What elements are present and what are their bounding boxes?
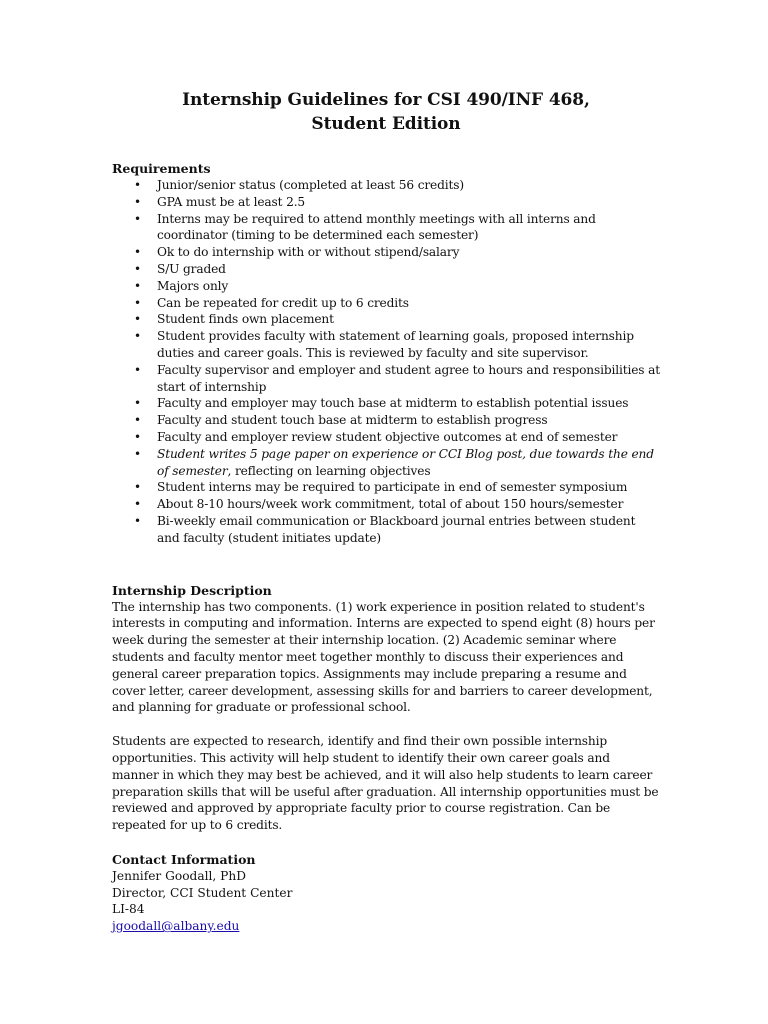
list-item (112, 362, 660, 396)
list-item (112, 446, 660, 480)
list-item-text: Student finds own placement (157, 312, 334, 327)
list-item (112, 278, 660, 295)
list-item (112, 412, 660, 429)
list-item-text: Faculty supervisor and employer and student agree to hours and responsibilities at start of internship (157, 362, 660, 394)
title-line-2: Student Edition (311, 114, 461, 134)
list-item (112, 479, 660, 496)
bullet-icon: • (134, 312, 141, 327)
contact-role: Director, CCI Student Center (112, 885, 293, 900)
list-item-text: S/U graded (157, 261, 226, 276)
list-item (112, 513, 660, 547)
list-item-text: Faculty and employer may touch base at midterm to establish potential issues (157, 396, 629, 411)
list-item-text: GPA must be at least 2.5 (157, 194, 306, 209)
bullet-icon: • (134, 429, 141, 444)
section-spacer (112, 547, 660, 582)
list-item (112, 429, 660, 446)
contact-name: Jennifer Goodall, PhD (112, 868, 246, 883)
requirements-list (112, 177, 660, 547)
bullet-icon: • (134, 329, 141, 344)
list-item (112, 311, 660, 328)
description-paragraph-1: The internship has two components. (1) work experience in position related to student's interests in computing and information. Interns are expected to spend eight (8) hours per week during the semester at their internship location. (2) Academic seminar where students and faculty mentor meet together monthly to discuss their experiences and general career preparation topics. Assignments may include preparing a resume and cover letter, career development, assessing skills for and barriers to career development, and planning for graduate or professional school. (112, 599, 655, 715)
list-item (112, 244, 660, 261)
list-item-text: About 8-10 hours/week work commitment, total of about 150 hours/semester (157, 497, 624, 512)
bullet-icon: • (134, 446, 141, 461)
list-item (112, 295, 660, 312)
list-item-text: Ok to do internship with or without stipend/salary (157, 245, 460, 260)
list-item-text-suffix: , reflecting on learning objectives (227, 463, 431, 478)
bullet-icon: • (134, 261, 141, 276)
bullet-icon: • (134, 480, 141, 495)
list-item-text: Faculty and employer review student objective outcomes at end of semester (157, 429, 618, 444)
list-item-text-italic: Student writes 5 page paper on experience or CCI Blog post, due towards the end of semester (157, 446, 654, 478)
list-item-text: Majors only (157, 278, 229, 293)
list-item (112, 328, 660, 362)
list-item (112, 211, 660, 245)
section-spacer (112, 834, 660, 851)
bullet-icon: • (134, 513, 141, 528)
bullet-icon: • (134, 362, 141, 377)
bullet-icon: • (134, 178, 141, 192)
list-item (112, 177, 660, 194)
contact-section (112, 851, 660, 935)
title-line-1: Internship Guidelines for CSI 490/INF 468, (182, 90, 590, 110)
list-item-text: Bi-weekly email communication or Blackboard journal entries between student and faculty (student initiates update) (157, 513, 636, 545)
list-item-text: Can be repeated for credit up to 6 credits (157, 295, 409, 310)
bullet-icon: • (134, 497, 141, 512)
description-paragraph-2: Students are expected to research, identify and find their own possible internship opportunities. This activity will help student to identify their own career goals and manner in which they may best be achieved, and it will also help students to learn career preparation skills that will be useful after graduation. All internship opportunities must be reviewed and approved by appropriate faculty prior to course registration. Can be repeated for up to 6 credits. (112, 734, 659, 833)
list-item (112, 261, 660, 278)
bullet-icon: • (134, 396, 141, 411)
bullet-icon: • (134, 278, 141, 293)
list-item-text: Faculty and student touch base at midterm to establish progress (157, 413, 548, 428)
bullet-icon: • (134, 295, 141, 310)
bullet-icon: • (134, 211, 141, 226)
list-item-text: Student interns may be required to participate in end of semester symposium (157, 480, 628, 495)
list-item (112, 496, 660, 513)
list-item (112, 194, 660, 211)
document-page (112, 88, 660, 935)
list-item-text: Student provides faculty with statement of learning goals, proposed internship duties and career goals. This is reviewed by faculty and site supervisor. (157, 329, 634, 360)
contact-heading: Contact Information (112, 851, 256, 867)
contact-email-link[interactable]: jgoodall@albany.edu (112, 919, 240, 934)
requirements-section (112, 160, 660, 547)
contact-email-line (112, 918, 660, 935)
contact-location: LI-84 (112, 902, 145, 917)
requirements-heading: Requirements (112, 161, 211, 176)
description-heading: Internship Description (112, 582, 272, 598)
paragraph-spacer (112, 716, 660, 733)
document-title (112, 88, 660, 136)
bullet-icon: • (134, 194, 141, 209)
list-item (112, 395, 660, 412)
description-section (112, 582, 660, 834)
bullet-icon: • (134, 413, 141, 428)
list-item-text: Junior/senior status (completed at least 56 credits) (157, 178, 464, 192)
bullet-icon: • (134, 245, 141, 260)
list-item-text: Interns may be required to attend monthly meetings with all interns and coordinator (timing to be determined each semester) (157, 211, 596, 243)
